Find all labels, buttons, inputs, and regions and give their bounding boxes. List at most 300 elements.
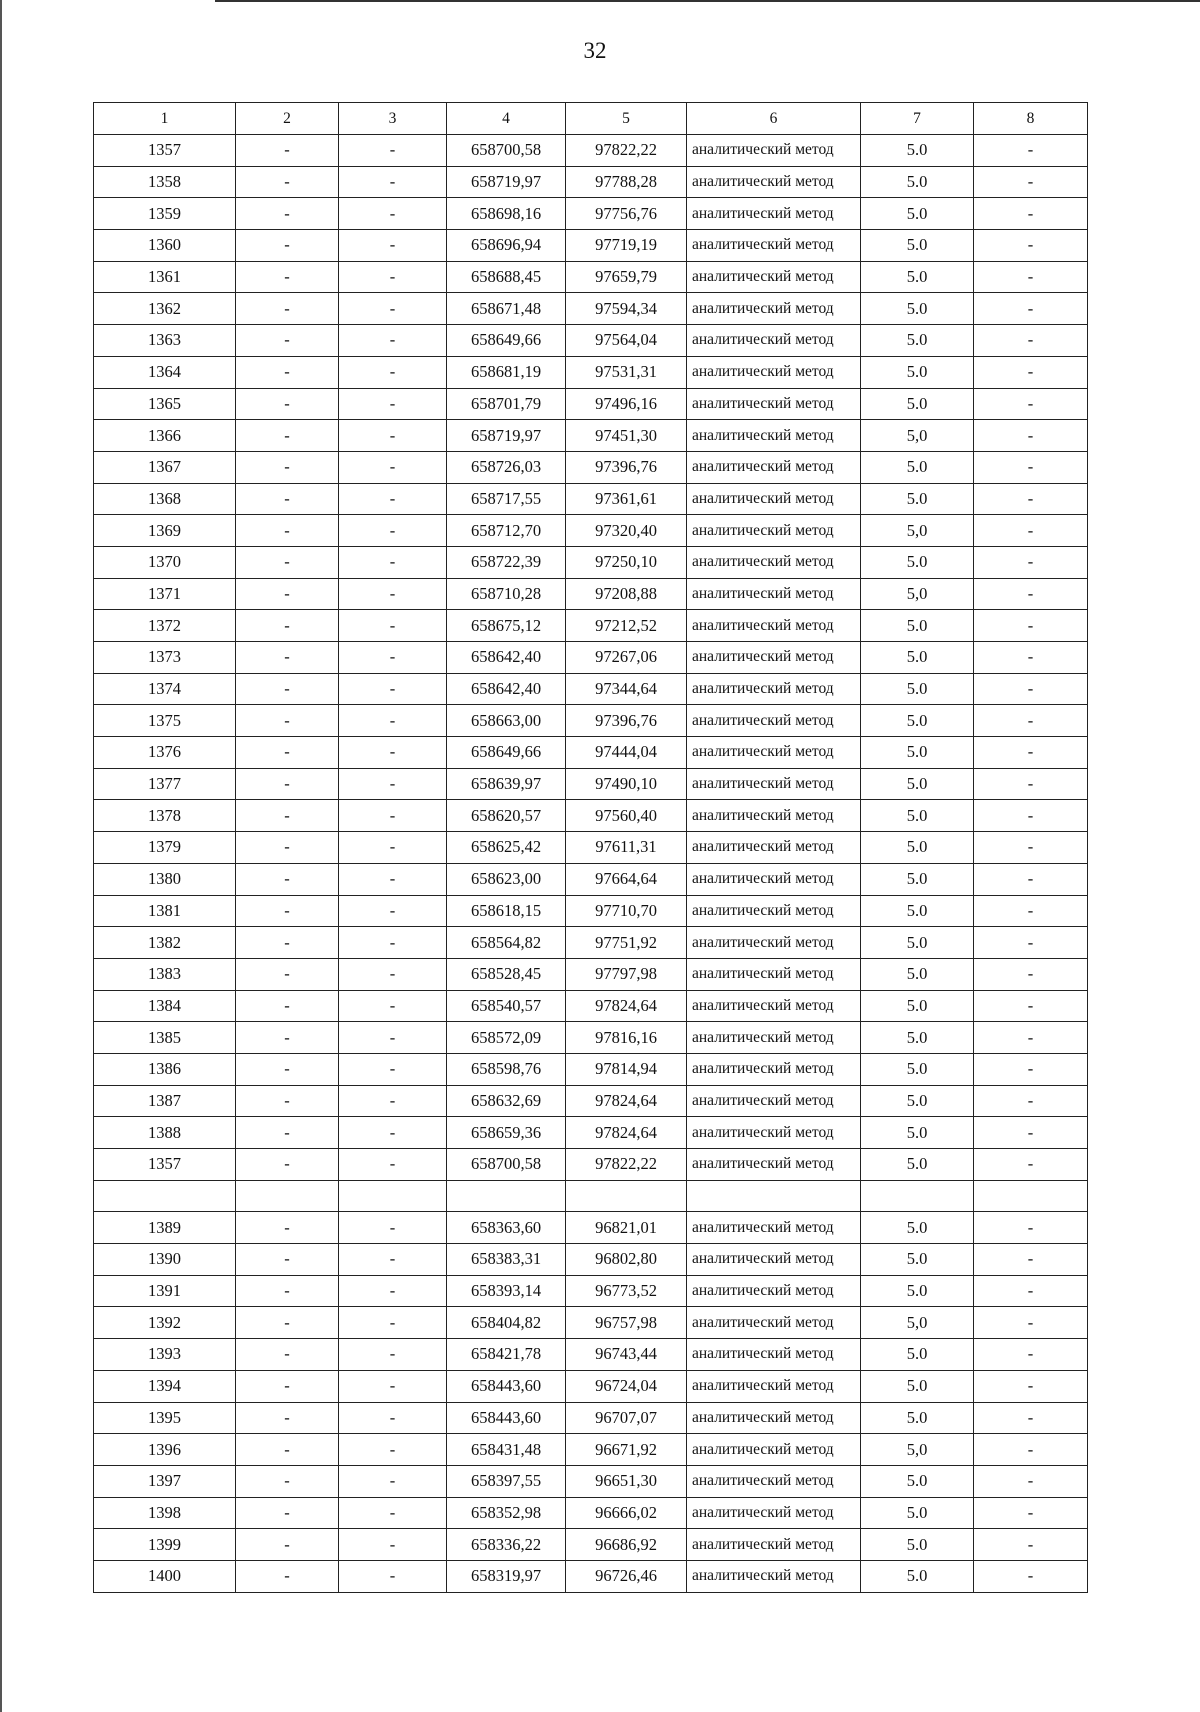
cell-method: аналитический метод <box>687 135 861 167</box>
cell-coordinate-x: 658717,55 <box>447 483 566 515</box>
cell-coordinate-y: 97212,52 <box>566 610 687 642</box>
cell-column-2-value: - <box>236 863 339 895</box>
cell-column-2-value: - <box>236 1370 339 1402</box>
cell-accuracy: 5.0 <box>861 1529 974 1561</box>
cell-coordinate-y: 97361,61 <box>566 483 687 515</box>
cell-column-3-value: - <box>339 1117 447 1149</box>
cell-point-number: 1364 <box>94 356 236 388</box>
cell-method: аналитический метод <box>687 1212 861 1244</box>
cell-method: аналитический метод <box>687 705 861 737</box>
table-row <box>94 1244 1088 1276</box>
cell-method: аналитический метод <box>687 673 861 705</box>
cell-coordinate-y: 97824,64 <box>566 1117 687 1149</box>
cell-coordinate-y: 97396,76 <box>566 705 687 737</box>
cell-accuracy: 5.0 <box>861 546 974 578</box>
table-row <box>94 261 1088 293</box>
cell-column-3-value: - <box>339 1275 447 1307</box>
cell-accuracy: 5.0 <box>861 768 974 800</box>
cell-point-number: 1360 <box>94 230 236 262</box>
cell-method: аналитический метод <box>687 1117 861 1149</box>
cell-column-8-value: - <box>974 198 1088 230</box>
cell-column-2-value: - <box>236 1529 339 1561</box>
cell-method: аналитический метод <box>687 1149 861 1181</box>
table-row <box>94 895 1088 927</box>
cell-accuracy: 5.0 <box>861 673 974 705</box>
scan-top-rule <box>215 0 1200 2</box>
cell-coordinate-y: 96802,80 <box>566 1244 687 1276</box>
cell-coordinate-y: 97719,19 <box>566 230 687 262</box>
cell-point-number: 1363 <box>94 325 236 357</box>
cell-coordinate-y: 97496,16 <box>566 388 687 420</box>
column-header-5: 5 <box>566 103 687 135</box>
cell-accuracy: 5.0 <box>861 356 974 388</box>
cell-column-2-value: - <box>236 546 339 578</box>
cell-coordinate-y: 97396,76 <box>566 451 687 483</box>
cell-accuracy: 5.0 <box>861 1085 974 1117</box>
cell-accuracy: 5,0 <box>861 515 974 547</box>
cell-column-2-value: - <box>236 1275 339 1307</box>
table-row <box>94 1402 1088 1434</box>
cell-coordinate-x: 658700,58 <box>447 135 566 167</box>
cell-coordinate-y: 96724,04 <box>566 1370 687 1402</box>
cell-point-number: 1383 <box>94 958 236 990</box>
cell-method: аналитический метод <box>687 483 861 515</box>
cell-coordinate-x: 658352,98 <box>447 1497 566 1529</box>
cell-column-8-value: - <box>974 293 1088 325</box>
table-header-row <box>94 103 1088 135</box>
cell-accuracy: 5.0 <box>861 1402 974 1434</box>
cell-coordinate-y: 96707,07 <box>566 1402 687 1434</box>
cell-column-3-value: - <box>339 1370 447 1402</box>
cell-column-8-value: - <box>974 451 1088 483</box>
cell-column-2-value: - <box>236 388 339 420</box>
cell-column-3-value: - <box>339 356 447 388</box>
cell-method: аналитический метод <box>687 261 861 293</box>
cell-column-3-value: - <box>339 1022 447 1054</box>
cell-column-3-value: - <box>339 1339 447 1371</box>
cell-method: аналитический метод <box>687 895 861 927</box>
cell-method: аналитический метод <box>687 546 861 578</box>
cell-column-2-value: - <box>236 261 339 293</box>
cell-accuracy: 5.0 <box>861 1497 974 1529</box>
cell-accuracy: 5.0 <box>861 990 974 1022</box>
cell-column-2-value: - <box>236 800 339 832</box>
cell-point-number: 1381 <box>94 895 236 927</box>
cell-column-3-value: - <box>339 198 447 230</box>
cell-point-number: 1384 <box>94 990 236 1022</box>
cell-accuracy: 5,0 <box>861 578 974 610</box>
cell-column-3-value: - <box>339 1212 447 1244</box>
cell-column-3-value: - <box>339 1085 447 1117</box>
cell-column-8-value: - <box>974 388 1088 420</box>
cell-coordinate-y: 97788,28 <box>566 166 687 198</box>
cell-coordinate-x: 658431,48 <box>447 1434 566 1466</box>
cell-coordinate-y: 96651,30 <box>566 1465 687 1497</box>
cell-column-8-value: - <box>974 737 1088 769</box>
cell-method: аналитический метод <box>687 990 861 1022</box>
table-row <box>94 832 1088 864</box>
cell-point-number: 1372 <box>94 610 236 642</box>
table-row <box>94 1529 1088 1561</box>
cell-method: аналитический метод <box>687 958 861 990</box>
cell-column-3-value: - <box>339 927 447 959</box>
table-row <box>94 958 1088 990</box>
cell-column-2-value: - <box>236 578 339 610</box>
cell-coordinate-y: 96757,98 <box>566 1307 687 1339</box>
cell-column-2-value: - <box>236 198 339 230</box>
cell-accuracy: 5.0 <box>861 325 974 357</box>
cell-coordinate-y: 96773,52 <box>566 1275 687 1307</box>
cell-column-3-value: - <box>339 1529 447 1561</box>
table-row <box>94 1434 1088 1466</box>
cell-column-3-value: - <box>339 800 447 832</box>
cell-coordinate-y: 97594,34 <box>566 293 687 325</box>
cell-accuracy: 5.0 <box>861 1370 974 1402</box>
cell-column-2-value: - <box>236 610 339 642</box>
cell-column-3-value: - <box>339 230 447 262</box>
cell-coordinate-y: 97267,06 <box>566 642 687 674</box>
cell-point-number: 1370 <box>94 546 236 578</box>
cell-coordinate-x: 658710,28 <box>447 578 566 610</box>
cell-coordinate-x: 658700,58 <box>447 1149 566 1181</box>
cell-column-2-value: - <box>236 1402 339 1434</box>
cell-method: аналитический метод <box>687 737 861 769</box>
coordinates-table <box>93 102 1088 1593</box>
cell-column-8-value: - <box>974 230 1088 262</box>
cell-accuracy: 5.0 <box>861 261 974 293</box>
table-row <box>94 927 1088 959</box>
cell-column-3-value: - <box>339 1465 447 1497</box>
cell-coordinate-x: 658397,55 <box>447 1465 566 1497</box>
cell-coordinate-x: 658319,97 <box>447 1560 566 1592</box>
cell-coordinate-x: 658404,82 <box>447 1307 566 1339</box>
cell-column-3-value: - <box>339 642 447 674</box>
cell-accuracy: 5.0 <box>861 1053 974 1085</box>
cell-point-number: 1359 <box>94 198 236 230</box>
cell-column-8-value: - <box>974 895 1088 927</box>
table-row <box>94 1022 1088 1054</box>
table-row <box>94 610 1088 642</box>
table-row <box>94 705 1088 737</box>
cell-coordinate-y: 96726,46 <box>566 1560 687 1592</box>
cell-column-3-value: - <box>339 1434 447 1466</box>
cell-method: аналитический метод <box>687 578 861 610</box>
cell-column-2-value: - <box>236 705 339 737</box>
cell-column-8-value: - <box>974 1339 1088 1371</box>
cell-coordinate-y: 97664,64 <box>566 863 687 895</box>
cell-coordinate-y: 97564,04 <box>566 325 687 357</box>
table-row <box>94 990 1088 1022</box>
cell-coordinate-x: 658572,09 <box>447 1022 566 1054</box>
cell-point-number: 1396 <box>94 1434 236 1466</box>
cell-column-8-value: - <box>974 1529 1088 1561</box>
table-row <box>94 673 1088 705</box>
cell-accuracy: 5.0 <box>861 198 974 230</box>
cell-method: аналитический метод <box>687 1275 861 1307</box>
cell-column-8-value: - <box>974 1465 1088 1497</box>
cell-accuracy: 5.0 <box>861 1022 974 1054</box>
cell-method: аналитический метод <box>687 1244 861 1276</box>
cell-accuracy: 5.0 <box>861 642 974 674</box>
cell-column-2-value: - <box>236 483 339 515</box>
column-header-4: 4 <box>447 103 566 135</box>
cell-column-2-value: - <box>236 1307 339 1339</box>
cell-column-3-value: - <box>339 1307 447 1339</box>
cell-method: аналитический метод <box>687 800 861 832</box>
cell-coordinate-y: 97444,04 <box>566 737 687 769</box>
column-header-1: 1 <box>94 103 236 135</box>
cell-coordinate-y: 97751,92 <box>566 927 687 959</box>
cell-method: аналитический метод <box>687 1497 861 1529</box>
cell-coordinate-y: 97250,10 <box>566 546 687 578</box>
cell-coordinate-x: 658336,22 <box>447 1529 566 1561</box>
cell-column-8-value: - <box>974 1117 1088 1149</box>
cell-coordinate-x: 658363,60 <box>447 1212 566 1244</box>
cell-coordinate-y: 96743,44 <box>566 1339 687 1371</box>
cell-accuracy: 5.0 <box>861 1339 974 1371</box>
cell-point-number: 1367 <box>94 451 236 483</box>
cell-method: аналитический метод <box>687 356 861 388</box>
cell-coordinate-x: 658701,79 <box>447 388 566 420</box>
cell-accuracy: 5.0 <box>861 293 974 325</box>
cell-column-2-value: - <box>236 1022 339 1054</box>
cell-coordinate-y: 97814,94 <box>566 1053 687 1085</box>
cell-coordinate-x: 658649,66 <box>447 325 566 357</box>
cell-accuracy: 5.0 <box>861 1275 974 1307</box>
cell-column-2-value: - <box>236 515 339 547</box>
cell-accuracy: 5.0 <box>861 863 974 895</box>
table-row <box>94 1465 1088 1497</box>
cell-point-number: 1365 <box>94 388 236 420</box>
table-row <box>94 578 1088 610</box>
cell-coordinate-x: 658696,94 <box>447 230 566 262</box>
cell-point-number: 1395 <box>94 1402 236 1434</box>
cell-point-number: 1377 <box>94 768 236 800</box>
cell-point-number: 1368 <box>94 483 236 515</box>
cell-point-number: 1391 <box>94 1275 236 1307</box>
cell-column-8-value: - <box>974 642 1088 674</box>
cell-coordinate-x: 658393,14 <box>447 1275 566 1307</box>
page-number: 32 <box>583 38 607 63</box>
cell-point-number: 1392 <box>94 1307 236 1339</box>
cell-column-8-value: - <box>974 515 1088 547</box>
cell-column-8-value: - <box>974 958 1088 990</box>
cell-point-number: 1358 <box>94 166 236 198</box>
cell-accuracy: 5.0 <box>861 1465 974 1497</box>
cell-point-number <box>94 1180 236 1212</box>
table-row <box>94 1560 1088 1592</box>
cell-column-3-value: - <box>339 578 447 610</box>
cell-coordinate-x: 658598,76 <box>447 1053 566 1085</box>
table-row <box>94 1117 1088 1149</box>
cell-column-8-value: - <box>974 927 1088 959</box>
cell-coordinate-y: 97531,31 <box>566 356 687 388</box>
table-row <box>94 198 1088 230</box>
cell-column-3-value: - <box>339 420 447 452</box>
cell-accuracy: 5.0 <box>861 1149 974 1181</box>
cell-column-8-value: - <box>974 705 1088 737</box>
cell-accuracy: 5.0 <box>861 1244 974 1276</box>
table-row <box>94 800 1088 832</box>
cell-accuracy: 5.0 <box>861 451 974 483</box>
cell-coordinate-y: 97816,16 <box>566 1022 687 1054</box>
cell-column-3-value: - <box>339 1244 447 1276</box>
table-row <box>94 166 1088 198</box>
cell-method: аналитический метод <box>687 1339 861 1371</box>
cell-coordinate-x: 658675,12 <box>447 610 566 642</box>
cell-accuracy: 5.0 <box>861 800 974 832</box>
cell-column-2-value: - <box>236 1434 339 1466</box>
cell-coordinate-x: 658383,31 <box>447 1244 566 1276</box>
cell-method: аналитический метод <box>687 1434 861 1466</box>
cell-point-number: 1399 <box>94 1529 236 1561</box>
cell-coordinate-x: 658642,40 <box>447 673 566 705</box>
cell-accuracy <box>861 1180 974 1212</box>
cell-coordinate-x: 658688,45 <box>447 261 566 293</box>
table-row <box>94 768 1088 800</box>
cell-column-3-value: - <box>339 293 447 325</box>
table-row <box>94 1497 1088 1529</box>
cell-method: аналитический метод <box>687 230 861 262</box>
table-row <box>94 1339 1088 1371</box>
cell-accuracy: 5.0 <box>861 832 974 864</box>
cell-column-8-value: - <box>974 1244 1088 1276</box>
cell-column-3-value: - <box>339 451 447 483</box>
cell-coordinate-x: 658649,66 <box>447 737 566 769</box>
cell-column-2-value: - <box>236 420 339 452</box>
cell-point-number: 1361 <box>94 261 236 293</box>
cell-column-8-value: - <box>974 800 1088 832</box>
cell-accuracy: 5.0 <box>861 166 974 198</box>
table-row <box>94 1307 1088 1339</box>
cell-point-number: 1388 <box>94 1117 236 1149</box>
cell-coordinate-y: 97824,64 <box>566 1085 687 1117</box>
cell-accuracy: 5.0 <box>861 958 974 990</box>
cell-coordinate-x <box>447 1180 566 1212</box>
table-row <box>94 451 1088 483</box>
cell-column-8-value: - <box>974 1085 1088 1117</box>
cell-method: аналитический метод <box>687 388 861 420</box>
cell-point-number: 1379 <box>94 832 236 864</box>
cell-column-2-value: - <box>236 356 339 388</box>
cell-column-8-value: - <box>974 135 1088 167</box>
cell-method: аналитический метод <box>687 293 861 325</box>
cell-coordinate-x: 658528,45 <box>447 958 566 990</box>
cell-column-2-value: - <box>236 990 339 1022</box>
cell-method: аналитический метод <box>687 863 861 895</box>
cell-coordinate-x: 658625,42 <box>447 832 566 864</box>
cell-column-8-value: - <box>974 768 1088 800</box>
table-row <box>94 863 1088 895</box>
cell-method: аналитический метод <box>687 1307 861 1339</box>
cell-column-8-value: - <box>974 673 1088 705</box>
cell-accuracy: 5.0 <box>861 737 974 769</box>
cell-column-8-value: - <box>974 1022 1088 1054</box>
cell-column-3-value: - <box>339 135 447 167</box>
cell-point-number: 1400 <box>94 1560 236 1592</box>
cell-column-2-value: - <box>236 1149 339 1181</box>
cell-column-3-value: - <box>339 990 447 1022</box>
cell-column-2-value: - <box>236 832 339 864</box>
cell-column-8-value: - <box>974 1307 1088 1339</box>
cell-method: аналитический метод <box>687 1053 861 1085</box>
cell-accuracy: 5.0 <box>861 610 974 642</box>
cell-method: аналитический метод <box>687 1560 861 1592</box>
cell-column-3-value: - <box>339 388 447 420</box>
cell-method: аналитический метод <box>687 610 861 642</box>
cell-column-3-value: - <box>339 1402 447 1434</box>
cell-column-8-value: - <box>974 546 1088 578</box>
cell-coordinate-x: 658722,39 <box>447 546 566 578</box>
cell-column-2-value: - <box>236 451 339 483</box>
cell-column-3-value: - <box>339 768 447 800</box>
cell-column-2-value: - <box>236 642 339 674</box>
cell-point-number: 1390 <box>94 1244 236 1276</box>
cell-column-3-value: - <box>339 705 447 737</box>
column-header-6: 6 <box>687 103 861 135</box>
cell-coordinate-x: 658443,60 <box>447 1370 566 1402</box>
cell-column-3-value: - <box>339 515 447 547</box>
cell-coordinate-x: 658443,60 <box>447 1402 566 1434</box>
cell-method: аналитический метод <box>687 420 861 452</box>
table-row <box>94 1370 1088 1402</box>
cell-column-2-value: - <box>236 1465 339 1497</box>
cell-point-number: 1366 <box>94 420 236 452</box>
cell-point-number: 1394 <box>94 1370 236 1402</box>
cell-column-8-value: - <box>974 166 1088 198</box>
cell-column-2-value: - <box>236 1117 339 1149</box>
cell-coordinate-y: 97710,70 <box>566 895 687 927</box>
cell-column-2-value: - <box>236 768 339 800</box>
cell-column-2-value: - <box>236 135 339 167</box>
cell-column-8-value: - <box>974 578 1088 610</box>
cell-point-number: 1380 <box>94 863 236 895</box>
cell-method <box>687 1180 861 1212</box>
cell-coordinate-y: 97824,64 <box>566 990 687 1022</box>
cell-column-2-value: - <box>236 166 339 198</box>
cell-column-2-value: - <box>236 958 339 990</box>
cell-point-number: 1374 <box>94 673 236 705</box>
cell-method: аналитический метод <box>687 832 861 864</box>
cell-coordinate-x: 658712,70 <box>447 515 566 547</box>
cell-column-8-value: - <box>974 356 1088 388</box>
cell-point-number: 1371 <box>94 578 236 610</box>
cell-column-2-value: - <box>236 325 339 357</box>
cell-column-8-value: - <box>974 832 1088 864</box>
cell-coordinate-y: 97659,79 <box>566 261 687 293</box>
cell-coordinate-y: 96666,02 <box>566 1497 687 1529</box>
cell-coordinate-x: 658540,57 <box>447 990 566 1022</box>
table-row <box>94 1275 1088 1307</box>
cell-column-2-value: - <box>236 1212 339 1244</box>
cell-coordinate-y: 96821,01 <box>566 1212 687 1244</box>
column-header-8: 8 <box>974 103 1088 135</box>
cell-method: аналитический метод <box>687 1022 861 1054</box>
cell-coordinate-y <box>566 1180 687 1212</box>
cell-column-2-value: - <box>236 1497 339 1529</box>
table-row <box>94 1180 1088 1212</box>
cell-column-8-value: - <box>974 1212 1088 1244</box>
cell-column-8-value: - <box>974 483 1088 515</box>
table-row <box>94 483 1088 515</box>
table-row <box>94 1212 1088 1244</box>
cell-column-8-value: - <box>974 1370 1088 1402</box>
cell-column-2-value: - <box>236 895 339 927</box>
cell-coordinate-x: 658663,00 <box>447 705 566 737</box>
cell-column-8-value: - <box>974 261 1088 293</box>
table-row <box>94 515 1088 547</box>
cell-method: аналитический метод <box>687 642 861 674</box>
